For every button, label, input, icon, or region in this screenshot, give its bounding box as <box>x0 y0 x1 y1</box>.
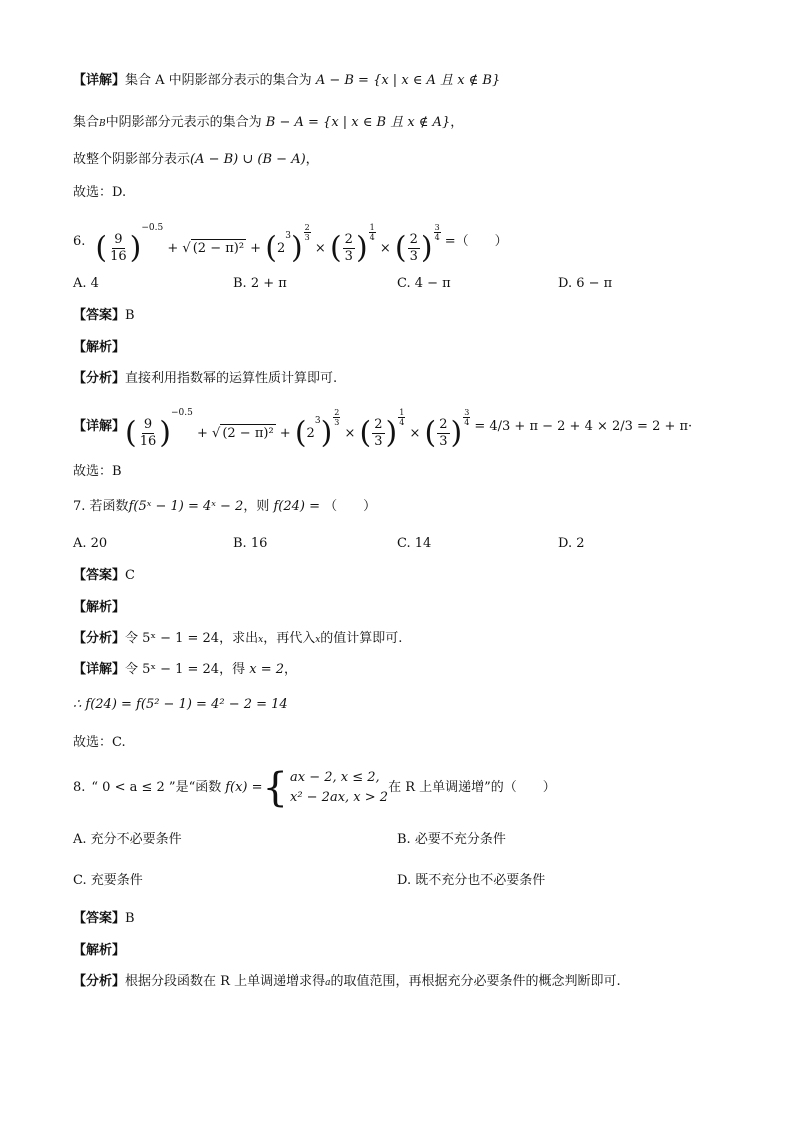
q7-text: 若函数 <box>89 499 129 514</box>
p5-text: 集合 <box>73 115 100 130</box>
q6-expression: ( $\frac{9}{16}$ )$^{-0.5}$ + √ $(2 - \pi)^2 + (2^3)$ $\frac{2}{3}$ × ( $\frac{2}{3}$ ) $\frac{1}{4}$ × ( $\frac{2}{3}$ ) $\frac{3}{4}$ <box>95 223 440 266</box>
q8-fenxi <box>73 973 621 992</box>
answer-tag: 【答案】 <box>73 308 126 323</box>
q7-fenxi <box>73 630 402 649</box>
q8-piecewise: { ax − 2, x ≤ 2, x² − 2ax, x > 2 <box>262 765 389 811</box>
jiexi-tag: 【解析】 <box>73 600 126 615</box>
option-b: B. 16 <box>233 536 268 551</box>
analysis-tag: 【分析】 <box>73 974 126 989</box>
p5-text: ， <box>450 115 464 130</box>
q6-result: = 4/3 + π − 2 + 4 × 2/3 = 2 + π· <box>474 419 693 434</box>
p5-line-2 <box>73 114 463 133</box>
question-number: 6. <box>73 234 86 249</box>
q8-condition: “ 0 < a ≤ 2 ”是“函数 <box>91 780 222 795</box>
analysis-var: x <box>258 635 264 645</box>
answer-tag: 【答案】 <box>73 568 126 583</box>
answer-tag: 【答案】 <box>73 911 126 926</box>
q7-detail <box>73 661 297 679</box>
p5-var: B <box>99 119 106 129</box>
question-number: 7. <box>73 499 86 514</box>
detail-math: x = 2 <box>249 662 285 677</box>
p5-text: 故整个阴影部分表示 <box>73 152 191 167</box>
answer-value: B <box>125 308 135 323</box>
analysis-text: 的值计算即可. <box>320 631 403 646</box>
detail-text: ， <box>284 662 298 677</box>
detail-text: ，得 <box>219 662 246 677</box>
q6-stem <box>73 218 508 266</box>
option-c: C. 充要条件 <box>73 873 143 888</box>
q8-stem <box>73 764 556 812</box>
p5-text: 中阴影部分元表示的集合为 <box>105 115 262 130</box>
analysis-text: 直接利用指数幂的运算性质计算即可. <box>125 371 338 386</box>
q7-math: f(5ˣ − 1) = 4ˣ − 2 <box>128 499 244 514</box>
detail-text: 令 <box>125 662 139 677</box>
q7-stem <box>73 498 376 516</box>
q8-tail: 在 R 上单调递增”的（ ） <box>388 780 556 795</box>
option-b: B. 2 + π <box>233 276 287 291</box>
q6-choose: 故选：B <box>73 464 122 479</box>
analysis-text: 根据分段函数在 R 上单调递增求得 <box>125 974 326 989</box>
analysis-text: 令 <box>125 631 139 646</box>
analysis-var: a <box>325 978 331 988</box>
p5-math: B − A = {x | x ∈ B 且 x ∉ A} <box>265 115 451 130</box>
answer-bracket: =（ ） <box>444 234 508 249</box>
q6-detail-expression: ( $\frac{9}{16}$ )$^{-0.5}$ + √ $(2 - \pi)^2 + (2^3)$ $\frac{2}{3}$ × ( $\frac{2}{3}$ ) $\frac{1}{4}$ × ( $\frac{2}{3}$ ) $\frac{3}{4}$ <box>125 408 470 451</box>
option-a: A. 20 <box>73 536 108 551</box>
detail-tag: 【详解】 <box>73 419 126 434</box>
analysis-text: ，再代入 <box>263 631 316 646</box>
q7-choose: 故选：C. <box>73 735 126 750</box>
jiexi-tag: 【解析】 <box>73 943 126 958</box>
q7-text: ，则 <box>243 499 270 514</box>
p5-line-3 <box>73 151 319 169</box>
analysis-text: 的取值范围，再根据充分必要条件的概念判断即可. <box>330 974 621 989</box>
option-a: A. 充分不必要条件 <box>73 832 182 847</box>
option-d: D. 2 <box>558 536 585 551</box>
option-b: B. 必要不充分条件 <box>397 832 506 847</box>
q8-func: f(x) = <box>225 780 263 795</box>
q6-fenxi <box>73 370 337 388</box>
detail-tag: 【详解】 <box>73 73 126 88</box>
detail-math: 5ˣ − 1 = 24 <box>142 662 220 677</box>
option-c: C. 14 <box>397 536 432 551</box>
answer-bracket: （ ） <box>324 499 377 514</box>
q8-answer-line <box>73 910 135 928</box>
p5-line-1 <box>73 72 500 90</box>
analysis-math: 5ˣ − 1 = 24 <box>142 631 220 646</box>
q7-therefore: ∴ f(24) = f(5² − 1) = 4² − 2 = 14 <box>73 697 288 712</box>
option-a: A. 4 <box>73 276 99 291</box>
case-2: x² − 2ax, x > 2 <box>289 790 389 805</box>
p5-choose: 故选：D. <box>73 185 127 200</box>
answer-value: C <box>125 568 135 583</box>
analysis-tag: 【分析】 <box>73 631 126 646</box>
q6-answer-line <box>73 307 135 325</box>
q6-detail <box>73 402 692 452</box>
jiexi-tag: 【解析】 <box>73 340 126 355</box>
detail-tag: 【详解】 <box>73 662 126 677</box>
case-1: ax − 2, x ≤ 2, <box>289 770 380 785</box>
p5-math: A − B = {x | x ∈ A 且 x ∉ B} <box>315 73 501 88</box>
answer-value: B <box>125 911 135 926</box>
analysis-tag: 【分析】 <box>73 371 126 386</box>
option-d: D. 6 − π <box>558 276 613 291</box>
analysis-var: x <box>315 635 321 645</box>
p5-text: ， <box>305 152 319 167</box>
option-c: C. 4 − π <box>397 276 451 291</box>
question-number: 8. <box>73 780 86 795</box>
analysis-text: ，求出 <box>219 631 259 646</box>
q7-answer-line <box>73 567 135 585</box>
p5-text: 集合 A 中阴影部分表示的集合为 <box>125 73 312 88</box>
p5-math: (A − B) ∪ (B − A) <box>190 152 306 167</box>
q7-math: f(24) = <box>273 499 320 514</box>
option-d: D. 既不充分也不必要条件 <box>397 873 546 888</box>
